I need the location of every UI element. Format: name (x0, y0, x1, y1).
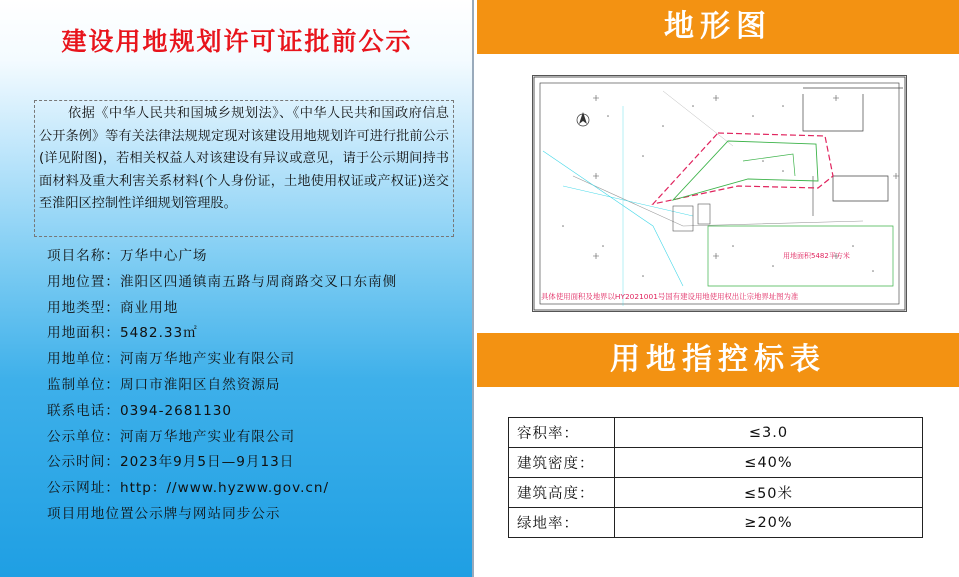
right-panel (477, 0, 959, 577)
info-row (47, 399, 467, 425)
info-row (47, 296, 467, 322)
indicator-key: 容积率： (509, 418, 615, 448)
indicator-row (509, 508, 923, 538)
info-value: 5482.33㎡ (119, 325, 198, 342)
info-row (47, 502, 467, 528)
info-value: 项目用地位置公示牌与网站同步公示 (47, 505, 281, 522)
indicator-table (508, 417, 923, 538)
indicator-row (509, 448, 923, 478)
indicator-value: ≥20% (615, 508, 923, 538)
info-label: 公示网址： (47, 480, 120, 497)
info-row (47, 476, 467, 502)
info-value: 淮阳区四通镇南五路与周商路交叉口东南侧 (119, 273, 398, 290)
info-value: 2023年9月5日—9月13日 (119, 454, 295, 471)
map-area-label: 用地面积5482平方米 (783, 252, 850, 260)
indicator-key: 建筑高度： (509, 478, 615, 508)
map-title-banner: 地形图 (477, 0, 959, 54)
indicator-value: ≤50米 (615, 478, 923, 508)
info-row (47, 373, 467, 399)
info-label: 用地位置： (47, 273, 120, 290)
info-label: 用地面积： (47, 325, 120, 342)
indicator-key: 绿地率： (509, 508, 615, 538)
info-label: 公示时间： (47, 454, 120, 471)
info-label: 项目名称： (47, 248, 120, 264)
info-value: http：//www.hyzww.gov.cn/ (119, 480, 330, 497)
notice-title: 建设用地规划许可证批前公示 (61, 27, 413, 56)
info-value: 0394-2681130 (119, 402, 233, 419)
indicator-key: 建筑密度： (509, 448, 615, 478)
north-arrow-icon (577, 112, 589, 126)
indicator-row (509, 418, 923, 448)
indicator-value: ≤3.0 (615, 418, 923, 448)
info-row (47, 425, 467, 451)
info-row (47, 244, 467, 270)
info-row (47, 321, 467, 347)
info-value: 河南万华地产实业有限公司 (119, 351, 296, 368)
info-label: 联系电话： (47, 402, 120, 419)
info-value: 商业用地 (119, 299, 179, 316)
info-value: 河南万华地产实业有限公司 (119, 428, 296, 445)
left-panel (0, 0, 474, 577)
indicator-row (509, 478, 923, 508)
notice-intro-text: 依据《中华人民共和国城乡规划法》、《中华人民共和国政府信息公开条例》等有关法律法规规定现对该建设用地规划许可进行批前公示(详见附图)，若相关权益人对该建设有异议或意见，请于公示期间持书面材料及重大利害关系材料(个人身份证，土地使用权证或产权证)送交至淮阳区控制性详细规划管理股。 (34, 100, 454, 237)
info-value: 周口市淮阳区自然资源局 (119, 376, 281, 393)
map-note: 具体使用面积及地界以HY2021001号国有建设用地使用权出让宗地界址图为准 (541, 292, 799, 301)
info-row (47, 450, 467, 476)
info-label: 用地单位： (47, 351, 120, 368)
info-label: 用地类型： (47, 299, 120, 316)
project-info-list (47, 244, 467, 528)
info-label: 监制单位： (47, 376, 120, 393)
info-row (47, 270, 467, 296)
indicator-value: ≤40% (615, 448, 923, 478)
topographic-map (532, 75, 907, 312)
indicator-table-title-banner: 用地指控标表 (477, 333, 959, 387)
info-label: 公示单位： (47, 428, 120, 445)
info-row (47, 347, 467, 373)
info-value: 万华中心广场 (119, 248, 208, 264)
map-drawing (533, 76, 908, 313)
